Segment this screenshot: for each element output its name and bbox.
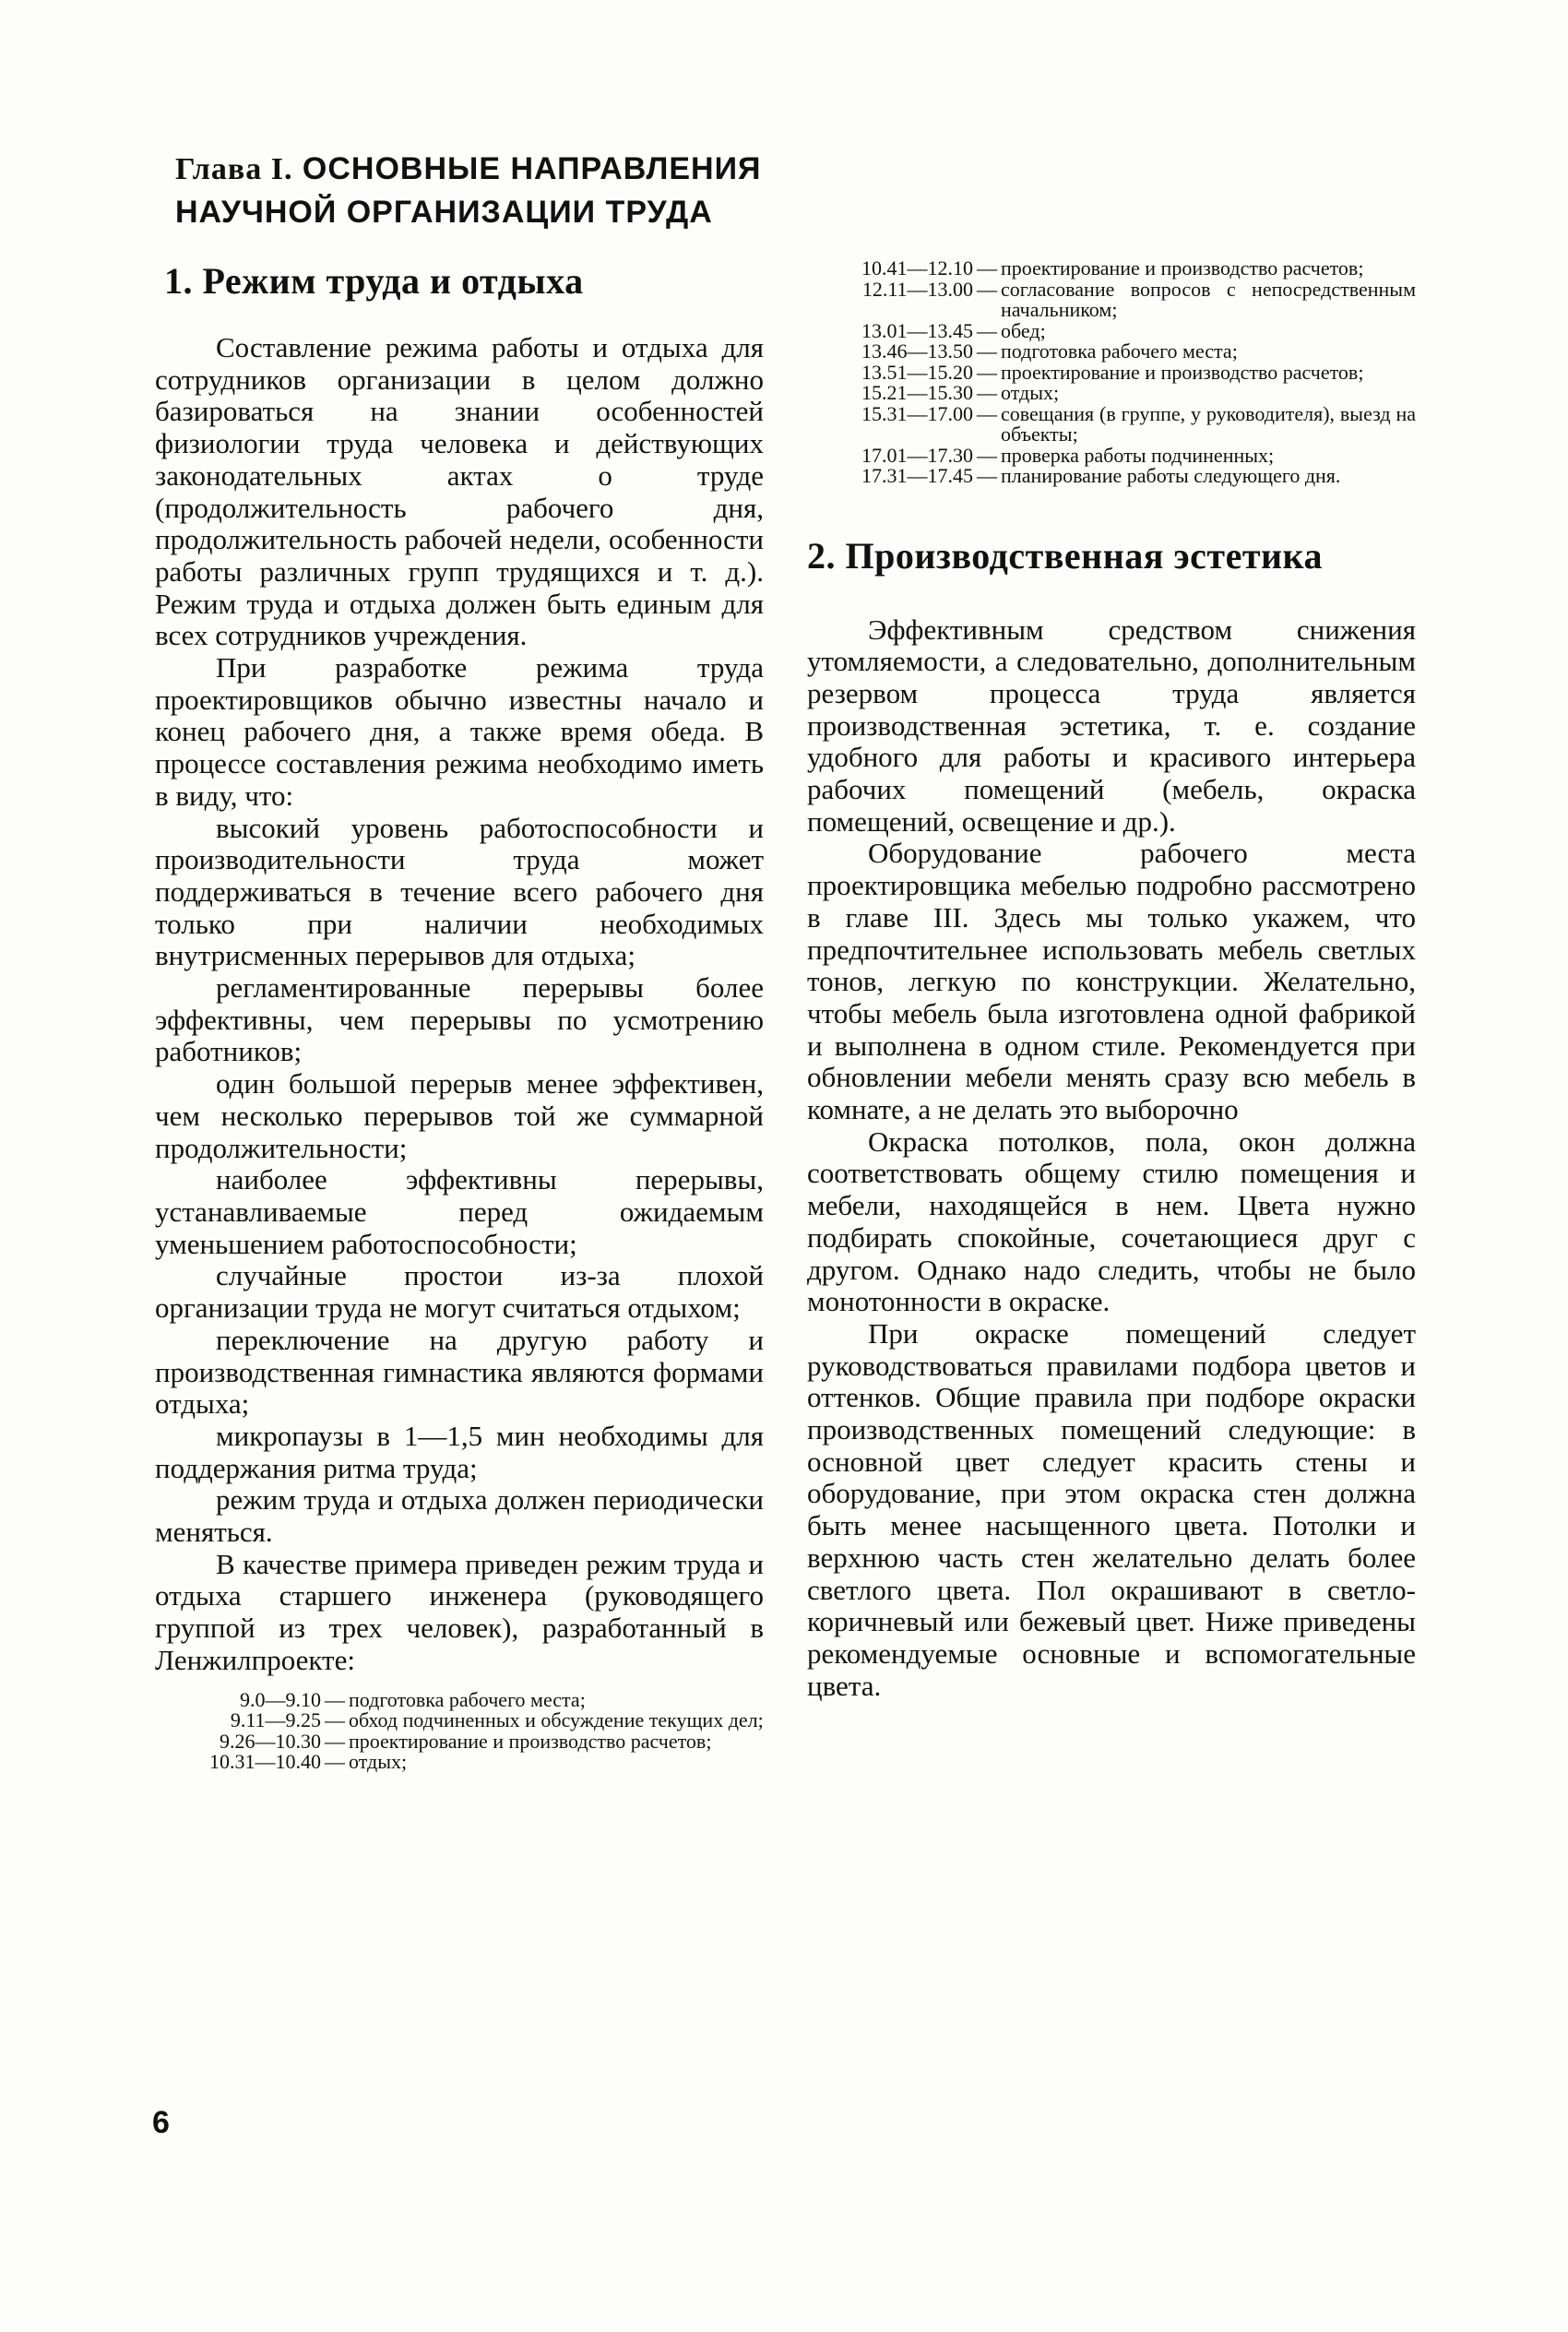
schedule-row: 9.11—9.25 — обход подчиненных и обсуждение текущих дел; <box>155 1710 764 1731</box>
list-item: наиболее эффективны перерывы, устанавливаемые перед ожидаемым уменьшением работоспособности; <box>155 1163 764 1260</box>
paragraph: При окраске помещений следует руководствоваться правилами подбора цветов и оттенков. Общие правила при подборе окраски производственных помещений следующие: в основной цвет следует красить стены и оборудование, при этом окраска стен должна быть менее насыщенного цвета. Потолки и верхнюю часть стен желательно делать более светлого цвета. Пол окрашивают в светло-коричневый или бежевый цвет. Ниже приведены рекомендуемые основные и вспомогательные цвета. <box>807 1316 1416 1702</box>
paragraph: Оборудование рабочего места проектировщика мебелью подробно рассмотрено в главе III. Здесь мы только укажем, что предпочтительнее использовать мебель светлых тонов, легкую по конструкции. Желательно, чтобы мебель была изготовлена одной фабрикой и выполнена в одном стиле. Рекомендуется при обновлении мебели менять сразу всю мебель в комнате, а не делать это выборочно <box>807 837 1416 1126</box>
schedule-row: 9.0—9.10 — подготовка рабочего места; <box>155 1690 764 1711</box>
schedule-list-left <box>155 1687 764 1774</box>
list-item: один большой перерыв менее эффективен, чем несколько перерывов той же суммарной продолжительности; <box>155 1067 764 1164</box>
chapter-title-line-1: ОСНОВНЫЕ НАПРАВЛЕНИЯ <box>302 151 762 186</box>
schedule-text: подготовка рабочего места; <box>1001 339 1238 363</box>
schedule-text: подготовка рабочего места; <box>349 1687 586 1711</box>
schedule-time: 17.31—17.45 <box>861 464 973 487</box>
schedule-row: 17.01—17.30 — проверка работы подчиненных; <box>807 446 1416 467</box>
list-item: высокий уровень работоспособности и производительности труда может поддерживаться в течение всего рабочего дня только при наличии необходимых внутрисменных перерывов для отдыха; <box>155 811 764 972</box>
schedule-time: 9.0—9.10 <box>240 1687 321 1711</box>
schedule-row: 17.31—17.45 — планирование работы следующего дня. <box>807 466 1416 487</box>
schedule-time: 15.31—17.00 <box>861 401 973 425</box>
section-1-body <box>155 332 764 1677</box>
list-item: переключение на другую работу и производственная гимнастика являются формами отдыха; <box>155 1323 764 1421</box>
chapter-prefix: Глава I. <box>175 152 293 186</box>
schedule-time: 13.01—13.45 <box>861 318 973 342</box>
schedule-row: 9.26—10.30 — проектирование и производство расчетов; <box>155 1731 764 1753</box>
schedule-time: 15.21—15.30 <box>861 381 973 404</box>
schedule-row: 13.51—15.20 — проектирование и производство расчетов; <box>807 363 1416 384</box>
schedule-text: обед; <box>1001 318 1046 342</box>
page-number: 6 <box>152 2105 170 2140</box>
paragraph: В качестве примера приведен режим труда и отдыха старшего инженера (руководящего группой из трех человек), разработанный в Ленжилпроекте: <box>155 1547 764 1676</box>
schedule-text: проектирование и производство расчетов; <box>349 1729 712 1753</box>
schedule-time: 9.11—9.25 <box>230 1708 321 1732</box>
section-2-title: 2. Производственная эстетика <box>807 534 1323 577</box>
schedule-list-right <box>807 258 1416 487</box>
right-column <box>807 258 1416 1702</box>
schedule-row: 13.46—13.50 — подготовка рабочего места; <box>807 341 1416 363</box>
schedule-time: 12.11—13.00 <box>861 277 973 301</box>
list-item: случайные простои из-за плохой организации труда не могут считаться отдыхом; <box>155 1259 764 1325</box>
paragraph: Составление режима работы и отдыха для сотрудников организации в целом должно базироваться на знании особенностей физиологии труда человека и действующих законодательных актах о труде (продолжительность рабочего дня, продолжительность рабочей недели, особенности работы различных групп трудящихся и т. д.). Режим труда и отдыха должен быть единым для всех сотрудников учреждения. <box>155 331 764 652</box>
schedule-text: планирование работы следующего дня. <box>1001 464 1341 487</box>
schedule-text: проверка работы подчиненных; <box>1001 443 1275 467</box>
schedule-row: 13.01—13.45 — обед; <box>807 321 1416 342</box>
paragraph: Окраска потолков, пола, окон должна соответствовать общему стилю помещения и мебели, находящейся в нем. Цвета нужно подбирать спокойные, сочетающиеся друг с другом. Однако надо следить, чтобы не было монотонности в окраске. <box>807 1124 1416 1318</box>
schedule-row: 15.21—15.30 — отдых; <box>807 383 1416 404</box>
schedule-text: согласование вопросов с непосредственным начальником; <box>1001 277 1416 321</box>
schedule-row: 15.31—17.00 — совещания (в группе, у руководителя), выезд на объекты; <box>807 404 1416 446</box>
list-item: микропаузы в 1—1,5 мин необходимы для поддержания ритма труда; <box>155 1419 764 1484</box>
schedule-time: 13.51—15.20 <box>861 360 973 384</box>
schedule-time: 17.01—17.30 <box>861 443 973 467</box>
schedule-text: проектирование и производство расчетов; <box>1001 256 1364 280</box>
schedule-time: 10.31—10.40 <box>209 1750 321 1774</box>
schedule-text: обход подчиненных и обсуждение текущих дел; <box>349 1708 764 1732</box>
list-item: регламентированные перерывы более эффективны, чем перерывы по усмотрению работников; <box>155 971 764 1068</box>
schedule-row: 10.31—10.40 — отдых; <box>155 1752 764 1773</box>
schedule-time: 9.26—10.30 <box>220 1729 321 1753</box>
schedule-text: проектирование и производство расчетов; <box>1001 360 1364 384</box>
schedule-row: 10.41—12.10 — проектирование и производство расчетов; <box>807 258 1416 280</box>
section-2-body <box>807 614 1416 1703</box>
schedule-text: отдых; <box>1001 381 1060 404</box>
paragraph: Эффективным средством снижения утомляемости, а следовательно, дополнительным резервом процесса труда является производственная эстетика, т. е. создание удобного для работы и красивого интерьера рабочих помещений (мебель, окраска помещений, освещение и др.). <box>807 613 1416 838</box>
schedule-row: 12.11—13.00 — согласование вопросов с непосредственным начальником; <box>807 280 1416 321</box>
schedule-time: 13.46—13.50 <box>861 339 973 363</box>
list-item: режим труда и отдыха должен периодически меняться. <box>155 1483 764 1549</box>
schedule-text: отдых; <box>349 1750 408 1774</box>
chapter-heading-line-1 <box>175 148 821 191</box>
schedule-time: 10.41—12.10 <box>861 256 973 280</box>
schedule-text: совещания (в группе, у руководителя), выезд на объекты; <box>1001 401 1416 446</box>
chapter-heading <box>175 148 821 233</box>
section-1-title: 1. Режим труда и отдыха <box>164 260 584 302</box>
chapter-title-line-2: НАУЧНОЙ ОРГАНИЗАЦИИ ТРУДА <box>175 195 713 230</box>
paragraph: При разработке режима труда проектировщиков обычно известны начало и конец рабочего дня, а также время обеда. В процессе составления режима необходимо иметь в виду, что: <box>155 651 764 812</box>
left-column <box>155 258 764 1773</box>
